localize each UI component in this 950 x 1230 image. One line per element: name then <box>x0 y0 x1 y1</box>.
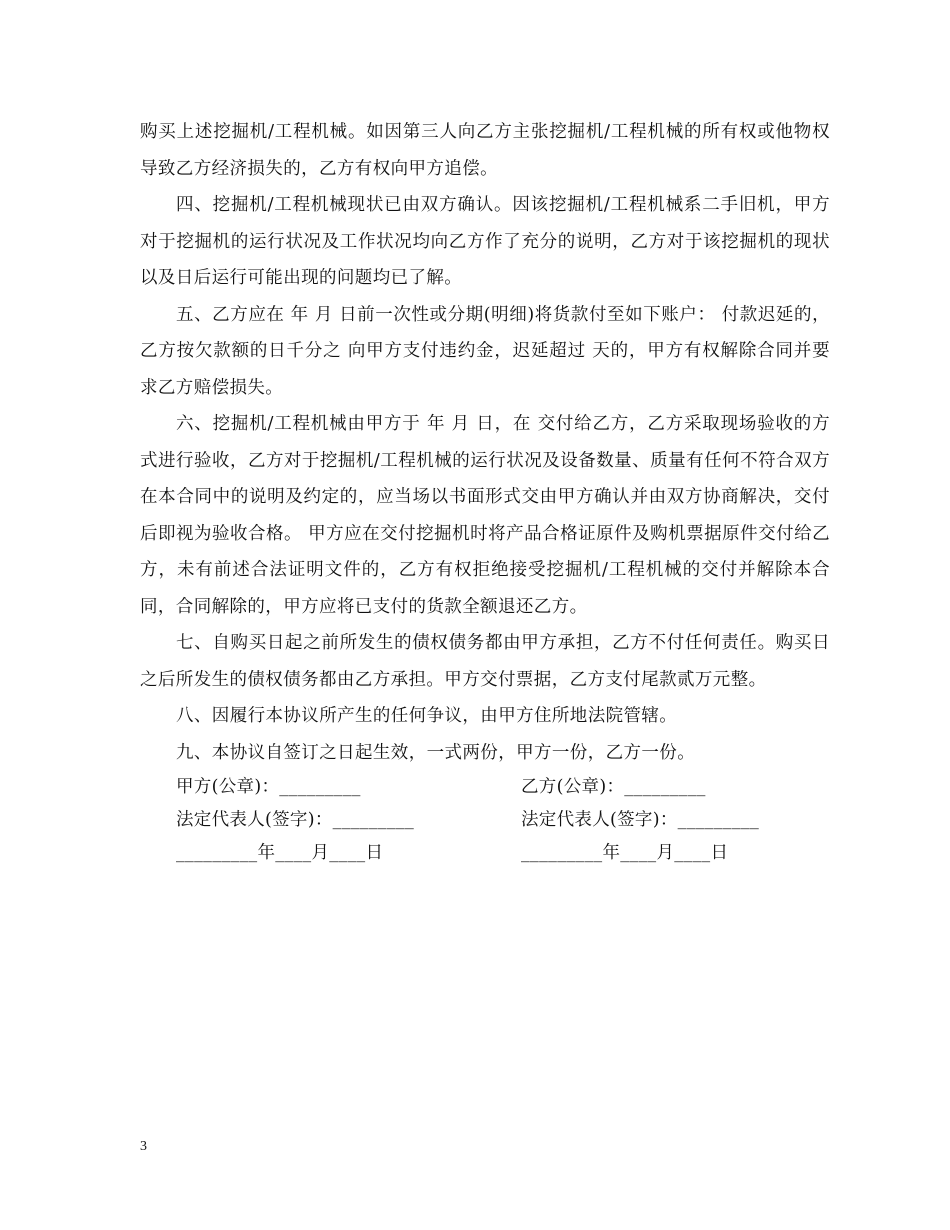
party-b-date-line: _________年____月____日 <box>521 843 729 863</box>
paragraph-purchase-continued: 购买上述挖掘机/工程机械。如因第三人向乙方主张挖掘机/工程机械的所有权或他物权导致乙方经济损失的，乙方有权向甲方追偿。 <box>140 122 830 179</box>
party-b-rep-line: 法定代表人(签字)：_________ <box>521 810 760 830</box>
representative-row <box>176 804 830 837</box>
party-a-date-line: _________年____月____日 <box>176 843 384 863</box>
paragraph-clause-4: 四、挖掘机/工程机械现状已由双方确认。因该挖掘机/工程机械系二手旧机，甲方对于挖掘机的运行状况及工作状况均向乙方作了充分的说明，乙方对于该挖掘机的现状以及日后运行可能出现的问题均已了解。 <box>140 195 830 288</box>
party-b-seal-line: 乙方(公章)：_________ <box>521 777 706 797</box>
date-row <box>176 837 830 870</box>
signature-block <box>140 771 830 870</box>
paragraph-clause-9: 九、本协议自签订之日起生效，一式两份，甲方一份，乙方一份。 <box>176 742 696 763</box>
seal-row <box>176 771 830 804</box>
paragraph-clause-7: 七、自购买日起之前所发生的债权债务都由甲方承担，乙方不付任何责任。购买日之后所发生的债权债务都由乙方承担。甲方交付票据，乙方支付尾款贰万元整。 <box>140 633 830 690</box>
party-a-seal-line: 甲方(公章)：_________ <box>176 777 361 797</box>
paragraph-clause-8: 八、因履行本协议所产生的任何争议，由甲方住所地法院管辖。 <box>176 706 678 726</box>
contract-body <box>140 114 830 870</box>
party-a-rep-line: 法定代表人(签字)：_________ <box>176 810 415 830</box>
paragraph-clause-6: 六、挖掘机/工程机械由甲方于 年 月 日，在 交付给乙方，乙方采取现场验收的方式进行验收，乙方对于挖掘机/工程机械的运行状况及设备数量、质量有任何不符合双方在本合同中的说明及约定的，应当场以书面形式交由甲方确认并由双方协商解决，交付后即视为验收合格。 甲方应在交付挖掘机时将产品合格证原件及购机票据原件交付给乙方，未有前述合法证明文件的，乙方有权拒绝接受挖掘机/工程机械的交付并解除本合同，合同解除的，甲方应将已支付的货款全额退还乙方。 <box>140 414 830 617</box>
page-number: 3 <box>140 1139 147 1154</box>
paragraph-clause-5: 五、乙方应在 年 月 日前一次性或分期(明细)将货款付至如下账户： 付款迟延的，乙方按欠款额的日千分之 向甲方支付违约金，迟延超过 天的，甲方有权解除合同并要求乙方赔偿损失。 <box>140 304 830 398</box>
